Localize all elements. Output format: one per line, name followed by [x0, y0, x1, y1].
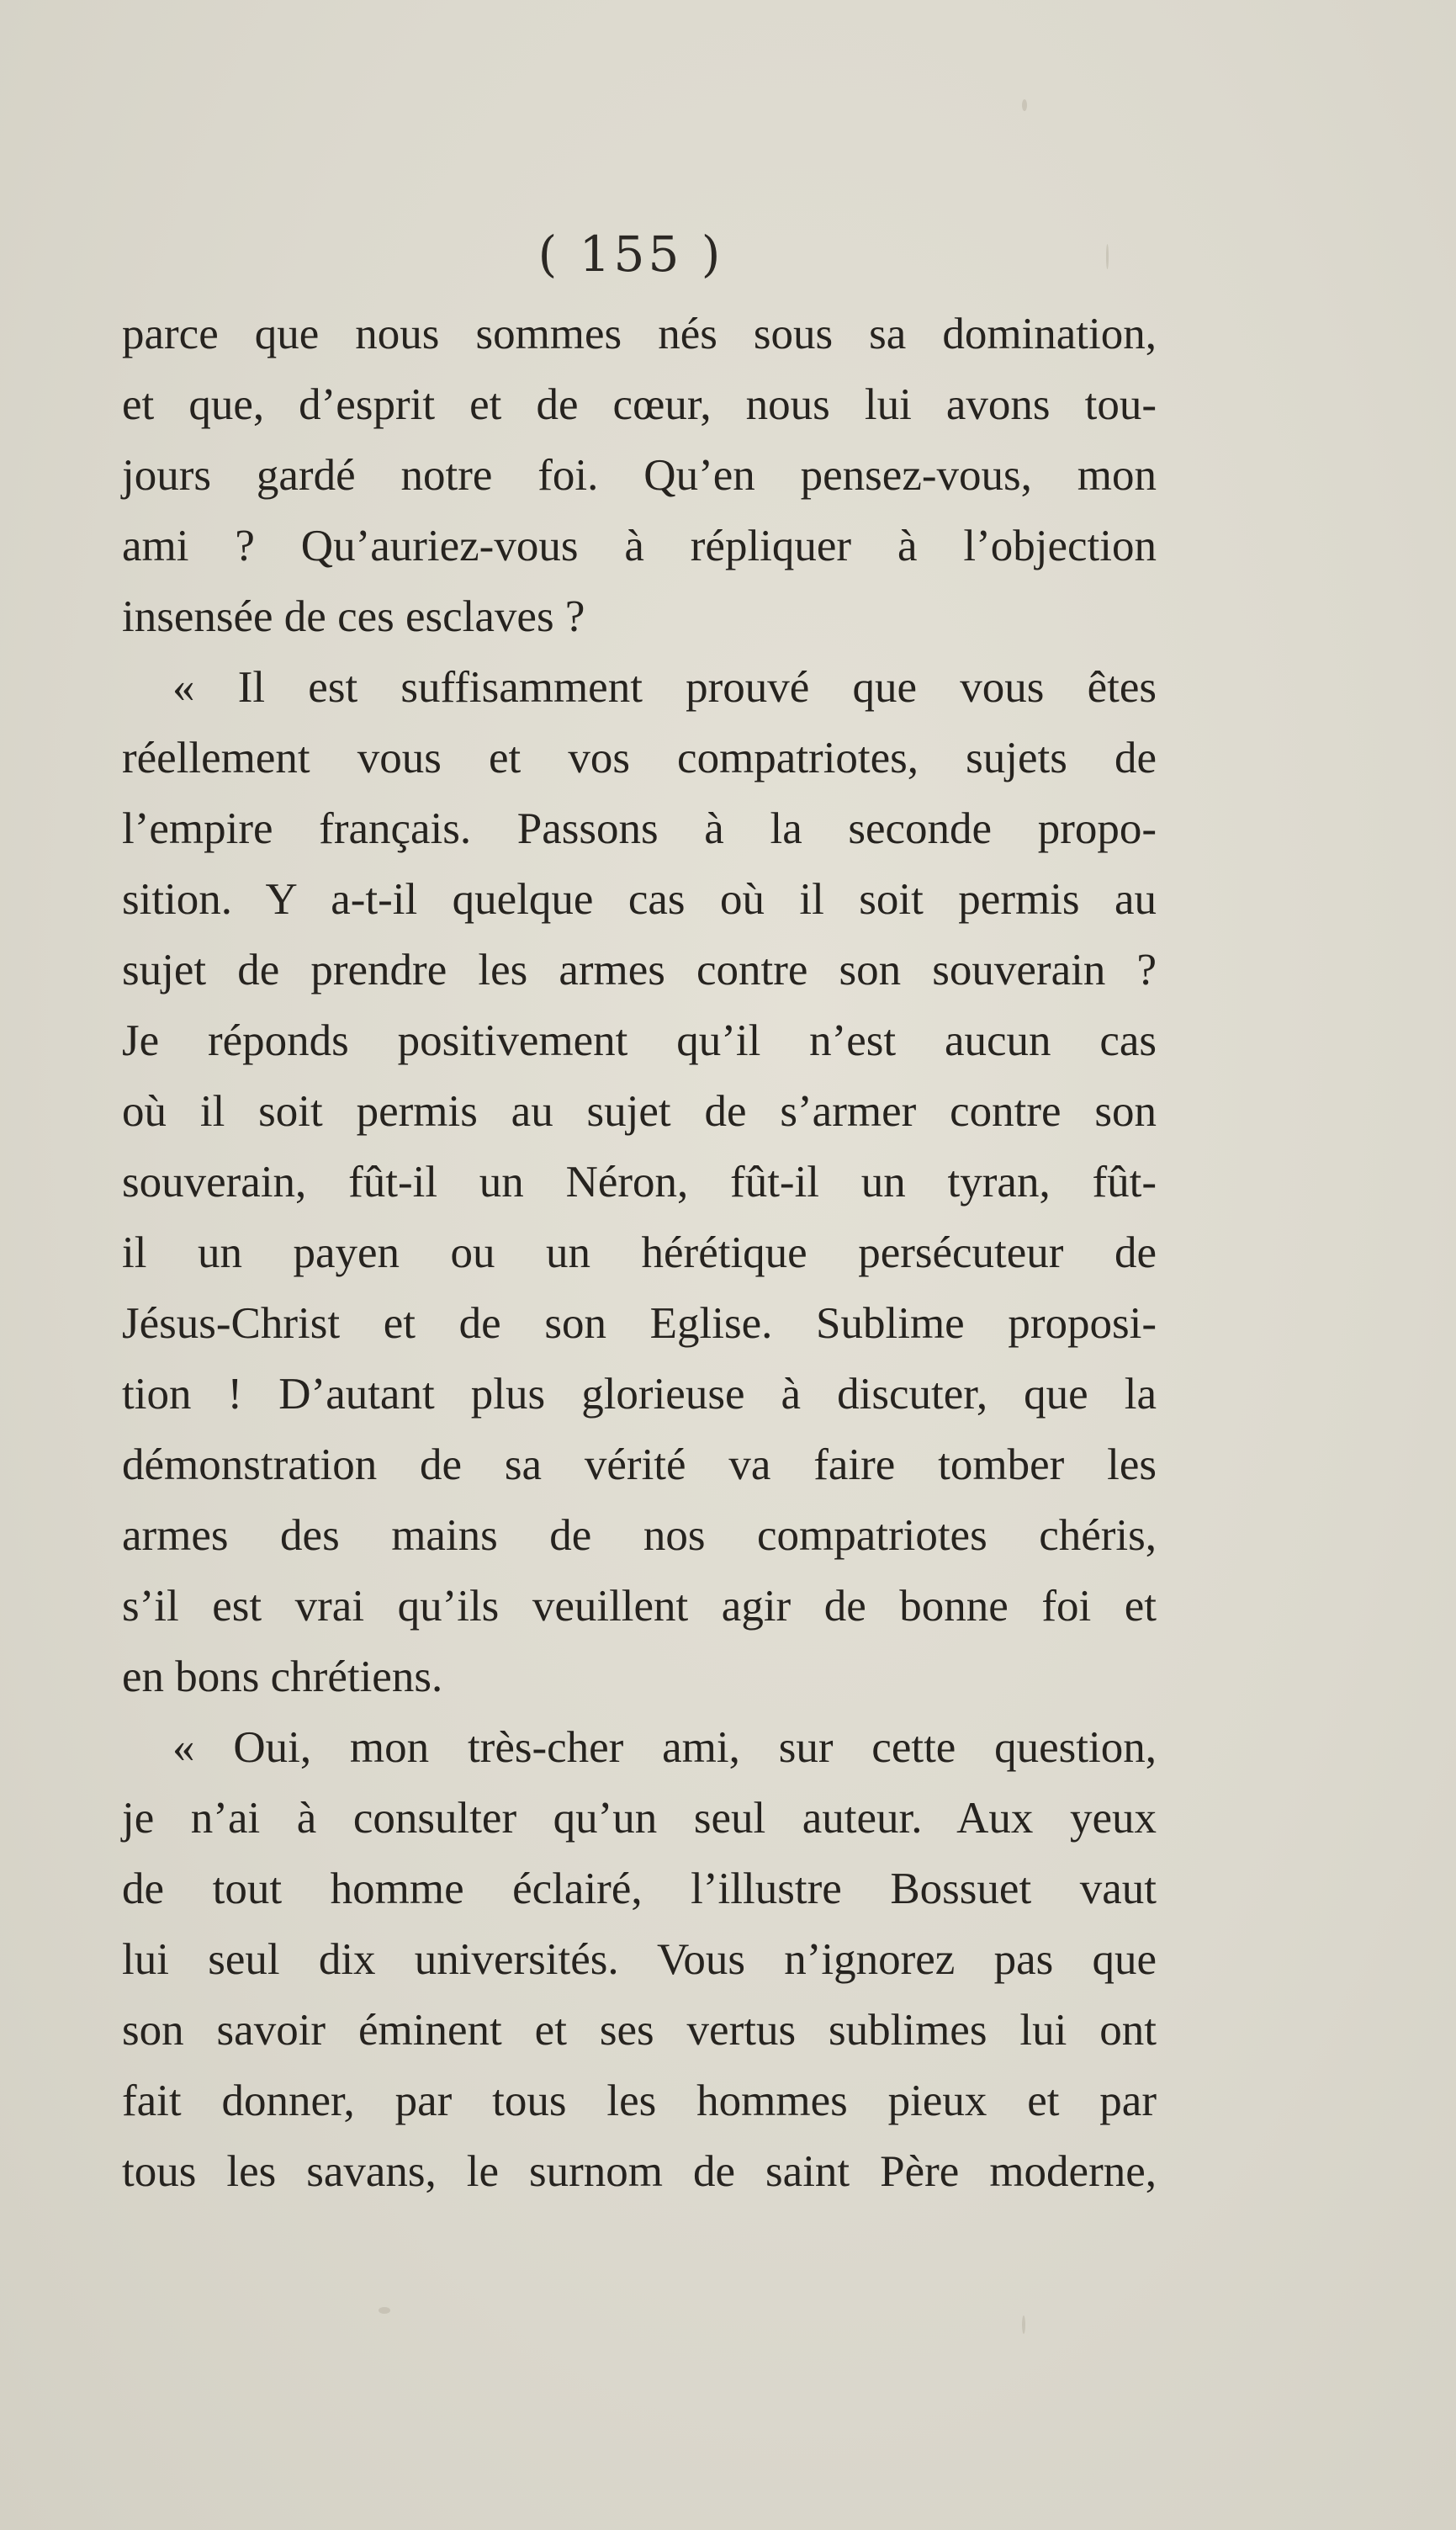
text-line: fait donner, par tous les hommes pieux et par: [122, 2077, 1157, 2125]
text-line: je n’ai à consulter qu’un seul auteur. Aux yeux: [122, 1794, 1157, 1843]
text-line: ami ? Qu’auriez-vous à répliquer à l’objection: [122, 522, 1157, 570]
text-line: où il soit permis au sujet de s’armer contre son: [122, 1087, 1157, 1136]
text-line: tous les savans, le surnom de saint Père moderne,: [122, 2147, 1157, 2196]
text-line: sition. Y a-t-il quelque cas où il soit permis au: [122, 875, 1157, 924]
page-number: ( 155 ): [537, 225, 724, 283]
paper-speck: [1106, 244, 1109, 269]
text-line: en bons chrétiens.: [122, 1652, 443, 1701]
text-line: Jésus-Christ et de son Eglise. Sublime proposi-: [122, 1299, 1157, 1348]
text-line: armes des mains de nos compatriotes chéris,: [122, 1511, 1157, 1560]
body-text: [122, 299, 1157, 2207]
text-line: de tout homme éclairé, l’illustre Bossuet vaut: [122, 1864, 1157, 1913]
paper-speck: [1022, 2315, 1025, 2334]
text-line: « Oui, mon très-cher ami, sur cette question,: [172, 1723, 1157, 1772]
text-line: lui seul dix universités. Vous n’ignorez pas que: [122, 1935, 1157, 1984]
paper-speck: [379, 2307, 390, 2314]
text-line: parce que nous sommes nés sous sa domination,: [122, 310, 1157, 358]
text-line: tion ! D’autant plus glorieuse à discuter, que la: [122, 1370, 1157, 1419]
text-line: souverain, fût-il un Néron, fût-il un tyran, fût-: [122, 1158, 1157, 1207]
text-line: son savoir éminent et ses vertus sublimes lui ont: [122, 2006, 1157, 2055]
text-line: s’il est vrai qu’ils veuillent agir de bonne foi et: [122, 1582, 1157, 1631]
text-line: jours gardé notre foi. Qu’en pensez-vous, mon: [122, 451, 1157, 500]
text-line: et que, d’esprit et de cœur, nous lui avons tou-: [122, 380, 1157, 429]
text-line: « Il est suffisamment prouvé que vous êtes: [172, 663, 1157, 712]
text-line: l’empire français. Passons à la seconde propo-: [122, 804, 1157, 853]
text-line: insensée de ces esclaves ?: [122, 592, 585, 641]
paper-speck: [1022, 99, 1027, 111]
text-line: démonstration de sa vérité va faire tomber les: [122, 1440, 1157, 1489]
text-line: il un payen ou un hérétique persécuteur de: [122, 1228, 1157, 1277]
text-line: sujet de prendre les armes contre son souverain ?: [122, 946, 1157, 994]
text-line: Je réponds positivement qu’il n’est aucun cas: [122, 1016, 1157, 1065]
text-line: réellement vous et vos compatriotes, sujets de: [122, 734, 1157, 782]
